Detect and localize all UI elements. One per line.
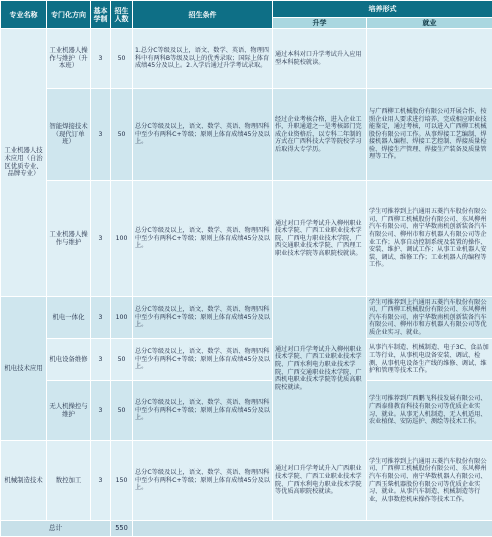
employment-cell: 学生可推荐到广西鹏飞科技发展有限公司、广西泰鼎教育科技有限公司等优质企业实习、就业。从事无人机制造、无人机适用、农业植保、安防巡护、测绘等技术工作。 <box>367 381 492 441</box>
years-cell: 3 <box>91 181 111 297</box>
conditions-cell: 总分C等级及以上，语文、数学、英语、物理四科中至少有两科C+等级；原则上体育成绩45分及以上。 <box>133 297 273 339</box>
further-study-cell: 通过对口升学考试升入广西职业技术学院、广西工业职业技术学院、广西水利电力职业技术学院等优质高职院校就读。 <box>273 441 367 521</box>
enroll-cell: 50 <box>111 89 133 181</box>
enroll-cell: 50 <box>111 339 133 381</box>
conditions-cell: 1.总分C等级及以上，语文、数学、英语、物理四科中有两科B等级及以上的优秀录取；国际上体育成绩45分及以上。2.入学后通过升学考试录取。 <box>133 29 273 89</box>
major-cell: 机械制造技术 <box>1 441 47 521</box>
years-cell: 3 <box>91 339 111 381</box>
enroll-cell: 50 <box>111 381 133 441</box>
total-label: 总计 <box>1 521 111 537</box>
header-training: 培养形式 <box>273 1 492 18</box>
header-further-study: 升学 <box>273 18 367 29</box>
conditions-cell: 总分C等级及以上，语文、数学、英语、物理四科中至少有两科C+等级；原则上体育成绩45分及以上。 <box>133 381 273 441</box>
further-study-cell: 通过对口升学考试升入柳州职业技术学院、广西工业职业技术学院、广西电力职业技术学院、广西交通职业技术学院、广西理工职业技术学院等高职院校就读。 <box>273 181 367 297</box>
further-study-cell: 通过本科对口升学考试升入应用型本科院校就读。 <box>273 29 367 89</box>
employment-cell: 从事汽车制造、机械制造、电子3C、食品加工等行业，从事机电设备安装、调试、检测，从事机电设备生产线的维修、调试、维护和管理等技术工作。 <box>367 339 492 381</box>
conditions-cell: 总分C等级及以上，语文、数学、英语、物理四科中至少有两科C+等级；原则上体育成绩45分及以上。 <box>133 181 273 297</box>
employment-cell: 学生可推荐到上汽通用五菱汽车股份有限公司、广西柳工机械股份有限公司、东风柳州汽车有限公司、南宁华数南机创新装备汽车有限公司、柳州市和方机器人有限公司等企业工作；从事自动控制系统及装置的操作、安装、维护、调试工作；从事工业机器人安装、调试、维修工作；工业机器人的编程等工作。 <box>367 181 492 297</box>
header-employment: 就业 <box>367 18 492 29</box>
years-cell: 3 <box>91 297 111 339</box>
further-study-cell: 通过对口升学考试升入柳州职业技术学院、广西工业职业技术学院、广西水利电力职业技术学院、广西交通职业技术学院、广西机电职业技术学院等优质高职院校就读。 <box>273 297 367 441</box>
enroll-cell: 100 <box>111 181 133 297</box>
employment-cell: 学生可推荐到上汽通用五菱汽车股份有限公司、广西柳工机械股份有限公司、东风柳州汽车有限公司、南宁华数机器人有限公司、广西玉柴机器股份有限公司等优质企业实习、就业。从事汽车制造、机械制造等行业，从事数控机床操作等技术工作。 <box>367 441 492 521</box>
years-cell: 3 <box>91 89 111 181</box>
conditions-cell: 总分C等级及以上，语文、数学、英语、物理四科中至少有两科C+等级；原则上体育成绩45分及以上。 <box>133 339 273 381</box>
enroll-cell: 150 <box>111 441 133 521</box>
direction-cell: 数控加工 <box>47 441 91 521</box>
further-study-cell: 经过企业考核合格，进入企业工作，升职通道之一是考核部门完成企业资格后，以专科二年制的方式在广西科技大学等院校学习后取得大专学历。 <box>273 89 367 181</box>
major-cell: 机电技术应用 <box>1 297 47 441</box>
header-major: 专业名称 <box>1 1 47 29</box>
total-blank <box>133 521 492 537</box>
header-direction: 专门化方向 <box>47 1 91 29</box>
major-cell: 工业机器人技术应用（自治区优质专业、品牌专业） <box>1 29 47 297</box>
direction-cell: 智能焊接技术（现代订单班） <box>47 89 91 181</box>
conditions-cell: 总分C等级及以上，语文、数学、英语、物理四科中至少有两科C+等级；原则上体育成绩45分及以上。 <box>133 89 273 181</box>
direction-cell: 工业机器人操作与维护（升本班） <box>47 29 91 89</box>
direction-cell: 工业机器人操作与维护 <box>47 181 91 297</box>
direction-cell: 机电设备维修 <box>47 339 91 381</box>
direction-cell: 无人机操控与维护 <box>47 381 91 441</box>
total-enroll: 550 <box>111 521 133 537</box>
direction-cell: 机电一体化 <box>47 297 91 339</box>
employment-cell: 学生可推荐到上汽通用五菱汽车股份有限公司、广西柳工机械股份有限公司、东风柳州汽车有限公司、南宁华数南机创新装备汽车有限公司、柳州市和方机器人有限公司等优质企业实习、就业。 <box>367 297 492 339</box>
conditions-cell: 总分C等级及以上，语文、数学、英语、物理四科中至少有两科C+等级；原则上体育成绩45分及以上。 <box>133 441 273 521</box>
employment-cell: 与广西柳工机械股份有限公司开展合作，按照企业用人要求进行培养，完成相应职业技能鉴定，通过考核，可以进入广西柳工机械股份有限公司工作。从事焊接工艺编制、焊接机器人编程、焊接工艺控制、焊接质量检验、焊接生产管理、焊接生产装备及质量管理等工作。 <box>367 89 492 181</box>
header-enroll: 招生人数 <box>111 1 133 29</box>
header-conditions: 招生条件 <box>133 1 273 29</box>
enroll-cell: 50 <box>111 29 133 89</box>
employment-cell <box>367 29 492 89</box>
years-cell: 3 <box>91 381 111 441</box>
years-cell: 3 <box>91 29 111 89</box>
header-years: 基本学制 <box>91 1 111 29</box>
enroll-cell: 100 <box>111 297 133 339</box>
years-cell: 3 <box>91 441 111 521</box>
